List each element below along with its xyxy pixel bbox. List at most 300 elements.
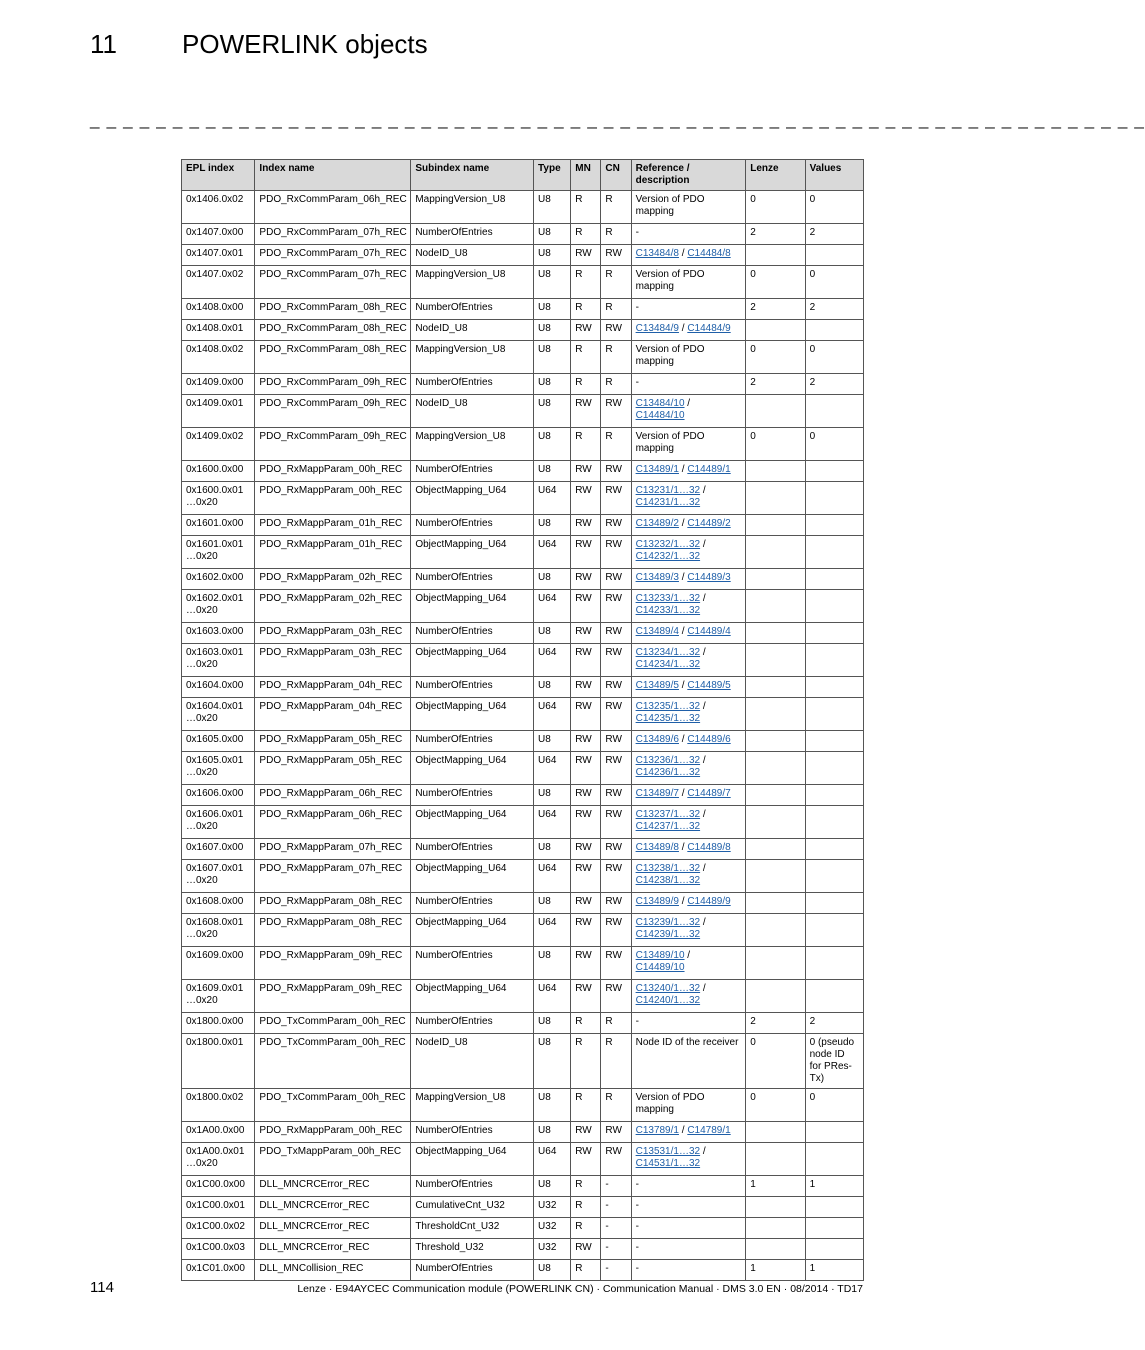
epl-index-cell: 0x1602.0x01 …0x20 [182,590,255,623]
type-cell: U8 [534,1013,571,1034]
code-link[interactable]: C14489/7 [687,788,731,799]
index-name-cell: PDO_RxMappParam_00h_REC [255,1122,411,1143]
mn-access-cell: RW [571,731,601,752]
lenze-default-cell: 0 [746,341,805,374]
description-text: Node ID of the receiver [635,1037,739,1048]
epl-index-cell: 0x1609.0x01 …0x20 [182,980,255,1013]
type-cell: U8 [534,1034,571,1089]
mn-access-cell: RW [571,839,601,860]
page-number: 114 [90,1279,114,1296]
lenze-default-cell [746,785,805,806]
epl-index-cell: 0x1C01.0x00 [182,1260,255,1281]
code-link[interactable]: C13233/1…32 [635,593,701,604]
reference-cell [631,299,746,320]
cn-access-cell: - [601,1218,631,1239]
subindex-name-cell: NodeID_U8 [411,1034,534,1089]
table-row [182,299,864,320]
table-row [182,515,864,536]
reference-separator: / [684,398,691,409]
type-cell: U8 [534,461,571,482]
index-name-cell: PDO_RxCommParam_07h_REC [255,224,411,245]
reference-separator: / [684,950,691,961]
lenze-default-cell: 0 [746,1089,805,1122]
subindex-name-cell: NodeID_U8 [411,245,534,266]
code-link[interactable]: C13489/6 [635,734,679,745]
type-cell: U8 [534,320,571,341]
reference-cell [631,914,746,947]
subindex-name-cell: NumberOfEntries [411,623,534,644]
epl-index-cell: 0x1408.0x00 [182,299,255,320]
mn-access-cell: R [571,1013,601,1034]
epl-index-cell: 0x1602.0x00 [182,569,255,590]
index-name-cell: PDO_RxMappParam_03h_REC [255,623,411,644]
reference-separator: / [700,917,706,928]
code-link[interactable]: C13489/5 [635,680,679,691]
type-cell: U8 [534,839,571,860]
description-text: Version of PDO mapping [635,431,705,454]
table-row [182,1143,864,1176]
type-cell: U8 [534,428,571,461]
code-link[interactable]: C14238/1…32 [635,875,701,886]
code-link[interactable]: C13789/1 [635,1125,679,1136]
index-name-cell: PDO_RxCommParam_08h_REC [255,299,411,320]
lenze-default-cell [746,1122,805,1143]
lenze-default-cell [746,860,805,893]
code-link[interactable]: C13489/1 [635,464,679,475]
separator-line: _ _ _ _ _ _ _ _ _ _ _ _ _ _ _ _ _ _ _ _ _ _ _ _ _ _ _ _ _ _ _ _ _ _ _ _ _ _ _ _ _ _ _ _ _ _ _ _ _ _ _ _ _ _ _ _ _ _ _ _ _ _ _ _ [90,110,1145,129]
values-cell [805,395,863,428]
index-name-cell: PDO_RxCommParam_09h_REC [255,374,411,395]
code-link[interactable]: C13236/1…32 [635,755,701,766]
table-row [182,320,864,341]
code-link[interactable]: C13489/9 [635,896,679,907]
table-row [182,731,864,752]
code-link[interactable]: C13531/1…32 [635,1146,701,1157]
cn-access-cell: RW [601,320,631,341]
values-cell: 0 [805,1089,863,1122]
values-cell [805,980,863,1013]
values-cell [805,839,863,860]
type-cell: U8 [534,1260,571,1281]
code-link[interactable]: C13489/7 [635,788,679,799]
reference-cell [631,191,746,224]
mn-access-cell: R [571,374,601,395]
chapter-heading [90,28,428,60]
table-row [182,1260,864,1281]
lenze-default-cell [746,698,805,731]
reference-separator: / [700,593,706,604]
subindex-name-cell: ObjectMapping_U64 [411,860,534,893]
reference-cell [631,1260,746,1281]
subindex-name-cell: MappingVersion_U8 [411,191,534,224]
index-name-cell: PDO_RxCommParam_09h_REC [255,395,411,428]
reference-cell [631,569,746,590]
description-text: - [635,227,639,238]
epl-index-cell: 0x1800.0x02 [182,1089,255,1122]
type-cell: U8 [534,374,571,395]
code-link[interactable]: C14240/1…32 [635,995,701,1006]
reference-separator: / [700,863,706,874]
table-row [182,752,864,785]
code-link[interactable]: C14489/6 [687,734,731,745]
reference-cell [631,482,746,515]
code-link[interactable]: C14531/1…32 [635,1158,701,1169]
code-link[interactable]: C13489/2 [635,518,679,529]
values-cell: 2 [805,374,863,395]
mn-access-cell: R [571,428,601,461]
mn-access-cell: RW [571,536,601,569]
subindex-name-cell: CumulativeCnt_U32 [411,1197,534,1218]
code-link[interactable]: C13231/1…32 [635,485,701,496]
lenze-default-cell [746,245,805,266]
values-cell: 0 (pseudo node ID for PRes-Tx) [805,1034,863,1089]
reference-cell [631,752,746,785]
code-link[interactable]: C14235/1…32 [635,713,701,724]
subindex-name-cell: ObjectMapping_U64 [411,914,534,947]
table-row [182,980,864,1013]
reference-cell [631,1122,746,1143]
table-row [182,1239,864,1260]
table-row [182,245,864,266]
mn-access-cell: RW [571,461,601,482]
cn-access-cell: RW [601,731,631,752]
epl-index-cell: 0x1607.0x01 …0x20 [182,860,255,893]
type-cell: U8 [534,731,571,752]
description-text: - [635,1016,639,1027]
mn-access-cell: RW [571,245,601,266]
mn-access-cell: RW [571,677,601,698]
subindex-name-cell: NumberOfEntries [411,224,534,245]
code-link[interactable]: C14484/8 [687,248,731,259]
index-name-cell: PDO_RxCommParam_09h_REC [255,428,411,461]
description-text: - [635,1263,639,1274]
table-row [182,1176,864,1197]
reference-separator: / [700,485,706,496]
index-name-cell: PDO_RxMappParam_04h_REC [255,677,411,698]
code-link[interactable]: C14232/1…32 [635,551,701,562]
epl-index-cell: 0x1409.0x02 [182,428,255,461]
type-cell: U64 [534,590,571,623]
cn-access-cell: RW [601,515,631,536]
chapter-number: 11 [90,29,117,59]
code-link[interactable]: C14236/1…32 [635,767,701,778]
code-link[interactable]: C14489/9 [687,896,731,907]
values-cell [805,677,863,698]
reference-cell [631,1239,746,1260]
epl-index-cell: 0x1A00.0x01 …0x20 [182,1143,255,1176]
values-cell [805,1218,863,1239]
values-cell: 0 [805,428,863,461]
epl-index-cell: 0x1607.0x00 [182,839,255,860]
description-text: - [635,1200,639,1211]
code-link[interactable]: C13484/8 [635,248,679,259]
subindex-name-cell: MappingVersion_U8 [411,266,534,299]
epl-index-cell: 0x1407.0x00 [182,224,255,245]
type-cell: U64 [534,980,571,1013]
epl-index-cell: 0x1603.0x01 …0x20 [182,644,255,677]
epl-index-cell: 0x1408.0x01 [182,320,255,341]
table-row [182,1218,864,1239]
epl-index-cell: 0x1604.0x00 [182,677,255,698]
table-row [182,590,864,623]
code-link[interactable]: C13232/1…32 [635,539,701,550]
subindex-name-cell: NodeID_U8 [411,320,534,341]
type-cell: U32 [534,1239,571,1260]
cn-access-cell: RW [601,623,631,644]
lenze-default-cell [746,623,805,644]
epl-index-cell: 0x1409.0x01 [182,395,255,428]
index-name-cell: PDO_TxMappParam_00h_REC [255,1143,411,1176]
code-link[interactable]: C14489/3 [687,572,731,583]
epl-index-cell: 0x1608.0x01 …0x20 [182,914,255,947]
code-link[interactable]: C14237/1…32 [635,821,701,832]
type-cell: U32 [534,1218,571,1239]
subindex-name-cell: NumberOfEntries [411,1176,534,1197]
cn-access-cell: R [601,428,631,461]
col-header-cn: CN [601,160,631,191]
type-cell: U8 [534,1089,571,1122]
type-cell: U8 [534,677,571,698]
values-cell [805,623,863,644]
values-cell: 2 [805,1013,863,1034]
reference-separator: / [678,248,688,259]
reference-separator: / [678,626,688,637]
code-link[interactable]: C13484/9 [635,323,679,334]
code-link[interactable]: C14489/2 [687,518,731,529]
code-link[interactable]: C13484/10 [635,398,685,409]
cn-access-cell: RW [601,536,631,569]
lenze-default-cell [746,1218,805,1239]
reference-separator: / [678,572,688,583]
lenze-default-cell [746,482,805,515]
subindex-name-cell: MappingVersion_U8 [411,341,534,374]
epl-index-cell: 0x1408.0x02 [182,341,255,374]
reference-cell [631,266,746,299]
description-text: Version of PDO mapping [635,1092,705,1115]
epl-index-cell: 0x1A00.0x00 [182,1122,255,1143]
cn-access-cell: RW [601,1122,631,1143]
values-cell [805,1122,863,1143]
subindex-name-cell: NumberOfEntries [411,785,534,806]
index-name-cell: PDO_RxMappParam_04h_REC [255,698,411,731]
mn-access-cell: RW [571,395,601,428]
table-row [182,482,864,515]
col-header-epl-index: EPL index [182,160,255,191]
cn-access-cell: RW [601,644,631,677]
epl-index-cell: 0x1407.0x02 [182,266,255,299]
reference-separator: / [700,701,706,712]
index-name-cell: PDO_RxMappParam_08h_REC [255,914,411,947]
type-cell: U8 [534,947,571,980]
mn-access-cell: R [571,1197,601,1218]
type-cell: U8 [534,893,571,914]
code-link[interactable]: C14231/1…32 [635,497,701,508]
reference-cell [631,1143,746,1176]
index-name-cell: PDO_RxMappParam_05h_REC [255,752,411,785]
code-link[interactable]: C13240/1…32 [635,983,701,994]
cn-access-cell: R [601,1089,631,1122]
cn-access-cell: R [601,1034,631,1089]
index-name-cell: DLL_MNCollision_REC [255,1260,411,1281]
lenze-default-cell [746,1239,805,1260]
lenze-default-cell: 2 [746,374,805,395]
reference-cell [631,623,746,644]
type-cell: U8 [534,395,571,428]
code-link[interactable]: C13489/10 [635,950,685,961]
type-cell: U8 [534,191,571,224]
lenze-default-cell [746,806,805,839]
table-row [182,428,864,461]
reference-cell [631,515,746,536]
table-row [182,785,864,806]
mn-access-cell: RW [571,1239,601,1260]
epl-index-cell: 0x1800.0x00 [182,1013,255,1034]
reference-separator: / [678,680,688,691]
index-name-cell: PDO_RxMappParam_08h_REC [255,893,411,914]
lenze-default-cell [746,1143,805,1176]
type-cell: U8 [534,245,571,266]
mn-access-cell: RW [571,752,601,785]
description-text: Version of PDO mapping [635,344,705,367]
lenze-default-cell: 1 [746,1260,805,1281]
values-cell [805,785,863,806]
index-name-cell: PDO_RxMappParam_02h_REC [255,569,411,590]
subindex-name-cell: ObjectMapping_U64 [411,644,534,677]
index-name-cell: PDO_RxCommParam_06h_REC [255,191,411,224]
reference-separator: / [678,896,688,907]
table-row [182,461,864,482]
subindex-name-cell: Threshold_U32 [411,1239,534,1260]
code-link[interactable]: C14489/1 [687,464,731,475]
lenze-default-cell [746,839,805,860]
index-name-cell: PDO_RxCommParam_08h_REC [255,341,411,374]
code-link[interactable]: C14234/1…32 [635,659,701,670]
reference-cell [631,461,746,482]
lenze-default-cell [746,980,805,1013]
code-link[interactable]: C13489/4 [635,626,679,637]
lenze-default-cell [746,461,805,482]
epl-index-cell: 0x1800.0x01 [182,1034,255,1089]
reference-cell [631,320,746,341]
type-cell: U8 [534,1176,571,1197]
lenze-default-cell [746,590,805,623]
code-link[interactable]: C13489/8 [635,842,679,853]
code-link[interactable]: C14239/1…32 [635,929,701,940]
code-link[interactable]: C13238/1…32 [635,863,701,874]
table-row [182,536,864,569]
mn-access-cell: RW [571,320,601,341]
subindex-name-cell: ObjectMapping_U64 [411,590,534,623]
reference-cell [631,395,746,428]
reference-cell [631,1218,746,1239]
code-link[interactable]: C13234/1…32 [635,647,701,658]
lenze-default-cell [746,1197,805,1218]
mn-access-cell: R [571,299,601,320]
cn-access-cell: RW [601,482,631,515]
table-body [182,191,864,1281]
subindex-name-cell: NumberOfEntries [411,569,534,590]
subindex-name-cell: NodeID_U8 [411,395,534,428]
type-cell: U64 [534,860,571,893]
reference-cell [631,839,746,860]
code-link[interactable]: C14789/1 [687,1125,731,1136]
index-name-cell: PDO_RxMappParam_03h_REC [255,644,411,677]
values-cell [805,482,863,515]
mn-access-cell: R [571,1089,601,1122]
cn-access-cell: RW [601,590,631,623]
description-text: - [635,1242,639,1253]
lenze-default-cell: 0 [746,428,805,461]
subindex-name-cell: ObjectMapping_U64 [411,806,534,839]
index-name-cell: PDO_TxCommParam_00h_REC [255,1089,411,1122]
description-text: - [635,302,639,313]
code-link[interactable]: C14489/10 [635,962,685,973]
mn-access-cell: R [571,1218,601,1239]
table-row [182,893,864,914]
subindex-name-cell: NumberOfEntries [411,1122,534,1143]
mn-access-cell: R [571,1176,601,1197]
code-link[interactable]: C14484/9 [687,323,731,334]
mn-access-cell: RW [571,860,601,893]
cn-access-cell: RW [601,806,631,839]
reference-cell [631,698,746,731]
values-cell [805,644,863,677]
reference-cell [631,980,746,1013]
code-link[interactable]: C14484/10 [635,410,685,421]
code-link[interactable]: C14233/1…32 [635,605,701,616]
reference-separator: / [678,734,688,745]
reference-cell [631,590,746,623]
values-cell [805,569,863,590]
values-cell [805,914,863,947]
table-row [182,1034,864,1089]
col-header-reference: Reference / description [631,160,746,191]
cn-access-cell: RW [601,1143,631,1176]
code-link[interactable]: C13237/1…32 [635,809,701,820]
lenze-default-cell: 0 [746,1034,805,1089]
lenze-default-cell: 0 [746,266,805,299]
subindex-name-cell: ObjectMapping_U64 [411,536,534,569]
epl-index-cell: 0x1605.0x01 …0x20 [182,752,255,785]
reference-cell [631,1176,746,1197]
epl-index-cell: 0x1407.0x01 [182,245,255,266]
type-cell: U8 [534,224,571,245]
code-link[interactable]: C13489/3 [635,572,679,583]
mn-access-cell: R [571,341,601,374]
code-link[interactable]: C14489/8 [687,842,731,853]
lenze-default-cell [746,752,805,785]
type-cell: U64 [534,914,571,947]
type-cell: U64 [534,536,571,569]
epl-index-cell: 0x1C00.0x02 [182,1218,255,1239]
code-link[interactable]: C14489/4 [687,626,731,637]
lenze-default-cell: 2 [746,224,805,245]
subindex-name-cell: NumberOfEntries [411,839,534,860]
col-header-lenze: Lenze [746,160,805,191]
code-link[interactable]: C13239/1…32 [635,917,701,928]
lenze-default-cell [746,914,805,947]
reference-cell [631,644,746,677]
table-row [182,623,864,644]
table-row [182,698,864,731]
epl-index-cell: 0x1604.0x01 …0x20 [182,698,255,731]
reference-cell [631,245,746,266]
code-link[interactable]: C13235/1…32 [635,701,701,712]
lenze-default-cell [746,947,805,980]
reference-cell [631,947,746,980]
description-text: Version of PDO mapping [635,194,705,217]
code-link[interactable]: C14489/5 [687,680,731,691]
